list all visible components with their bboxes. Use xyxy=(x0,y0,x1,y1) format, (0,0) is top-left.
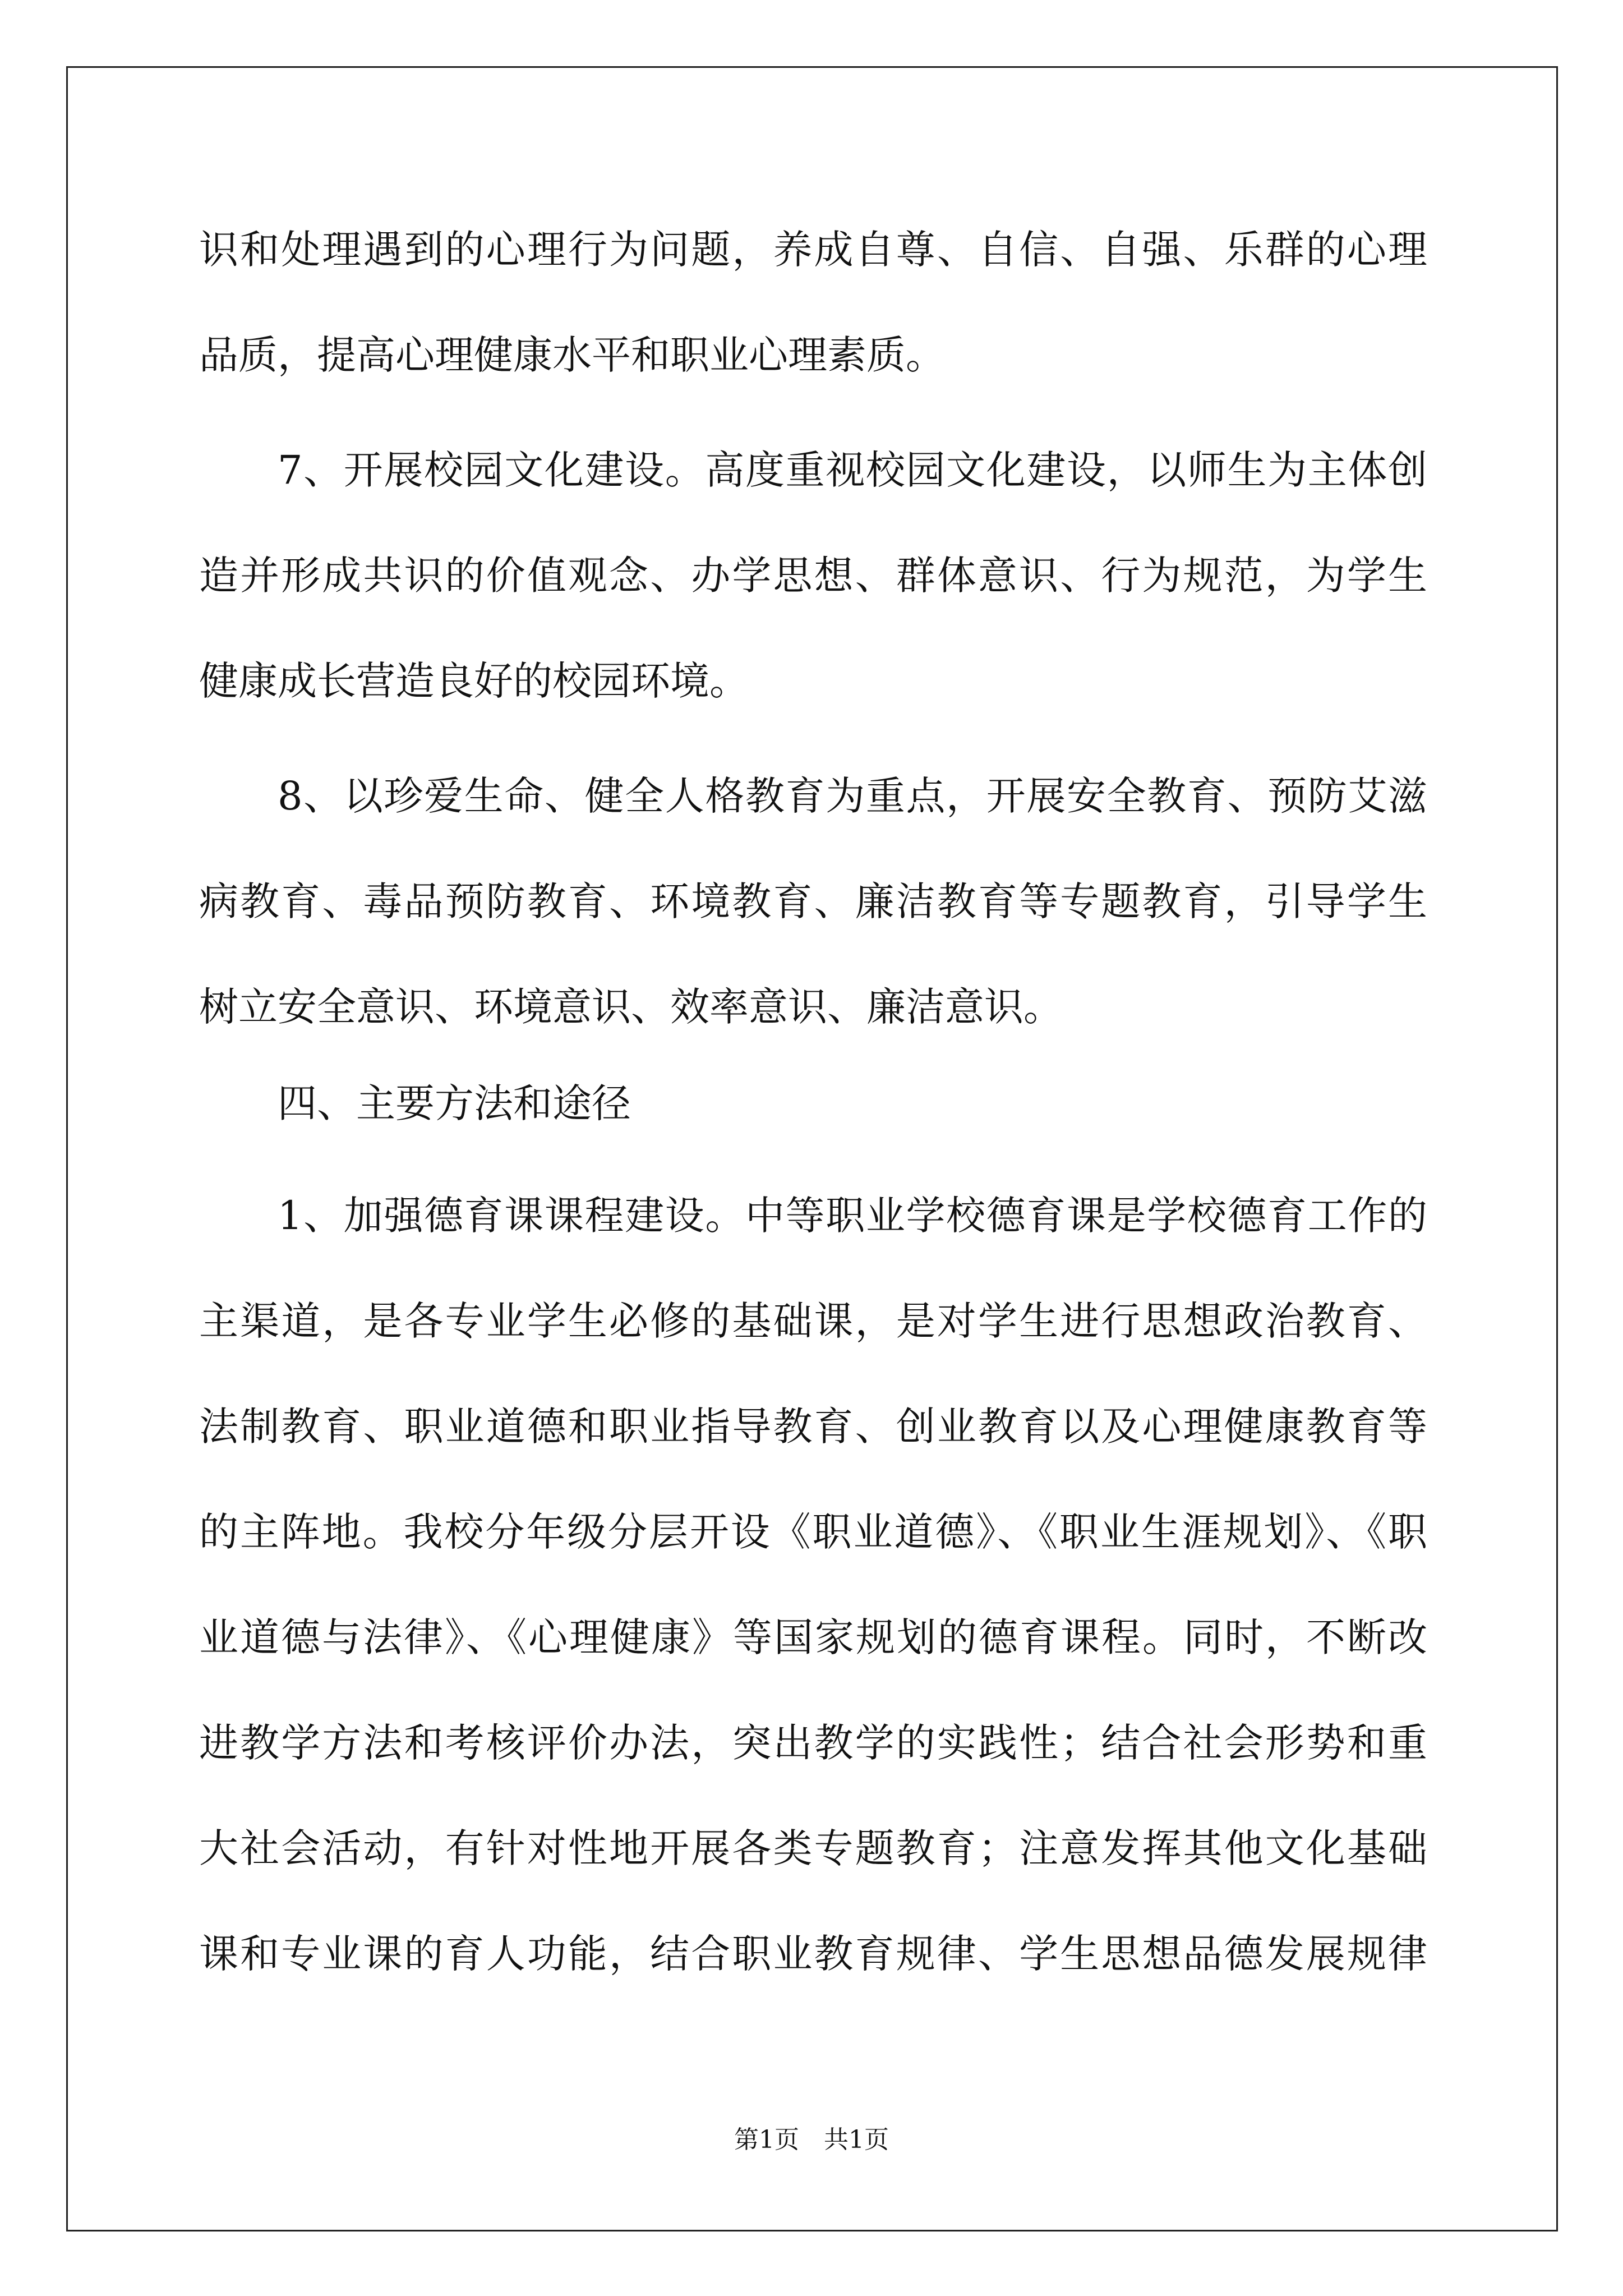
section-heading: 四、主要方法和途径 xyxy=(278,1080,631,1126)
text-line: 识和处理遇到的心理行为问题，养成自尊、自信、自强、乐群的心理 xyxy=(199,227,1427,273)
text-line: 课和专业课的育人功能，结合职业教育规律、学生思想品德发展规律 xyxy=(199,1931,1427,1977)
text-line: 8、以珍爱生命、健全人格教育为重点，开展安全教育、预防艾滋 xyxy=(278,773,1427,819)
text-line: 健康成长营造良好的校园环境。 xyxy=(199,658,749,704)
text-line: 进教学方法和考核评价办法，突出教学的实践性；结合社会形势和重 xyxy=(199,1720,1427,1766)
text-line: 大社会活动，有针对性地开展各类专题教育；注意发挥其他文化基础 xyxy=(199,1825,1427,1871)
text-line: 树立安全意识、环境意识、效率意识、廉洁意识。 xyxy=(199,984,1063,1030)
text-line: 法制教育、职业道德和职业指导教育、创业教育以及心理健康教育等 xyxy=(199,1404,1427,1450)
text-line: 的主阵地。我校分年级分层开设《职业道德》、《职业生涯规划》、《职 xyxy=(199,1509,1427,1555)
text-line: 业道德与法律》、《心理健康》等国家规划的德育课程。同时，不断改 xyxy=(199,1614,1427,1660)
text-line: 7、开展校园文化建设。高度重视校园文化建设，以师生为主体创 xyxy=(278,447,1427,493)
text-line: 1、加强德育课课程建设。中等职业学校德育课是学校德育工作的 xyxy=(278,1193,1427,1239)
page-border xyxy=(66,66,1558,2231)
text-line: 品质，提高心理健康水平和职业心理素质。 xyxy=(199,332,945,378)
text-line: 病教育、毒品预防教育、环境教育、廉洁教育等专题教育，引导学生 xyxy=(199,878,1427,924)
text-line: 造并形成共识的价值观念、办学思想、群体意识、行为规范，为学生 xyxy=(199,553,1427,599)
text-line: 主渠道，是各专业学生必修的基础课，是对学生进行思想政治教育、 xyxy=(199,1298,1427,1344)
page-footer: 第1页 共1页 xyxy=(734,2125,889,2154)
